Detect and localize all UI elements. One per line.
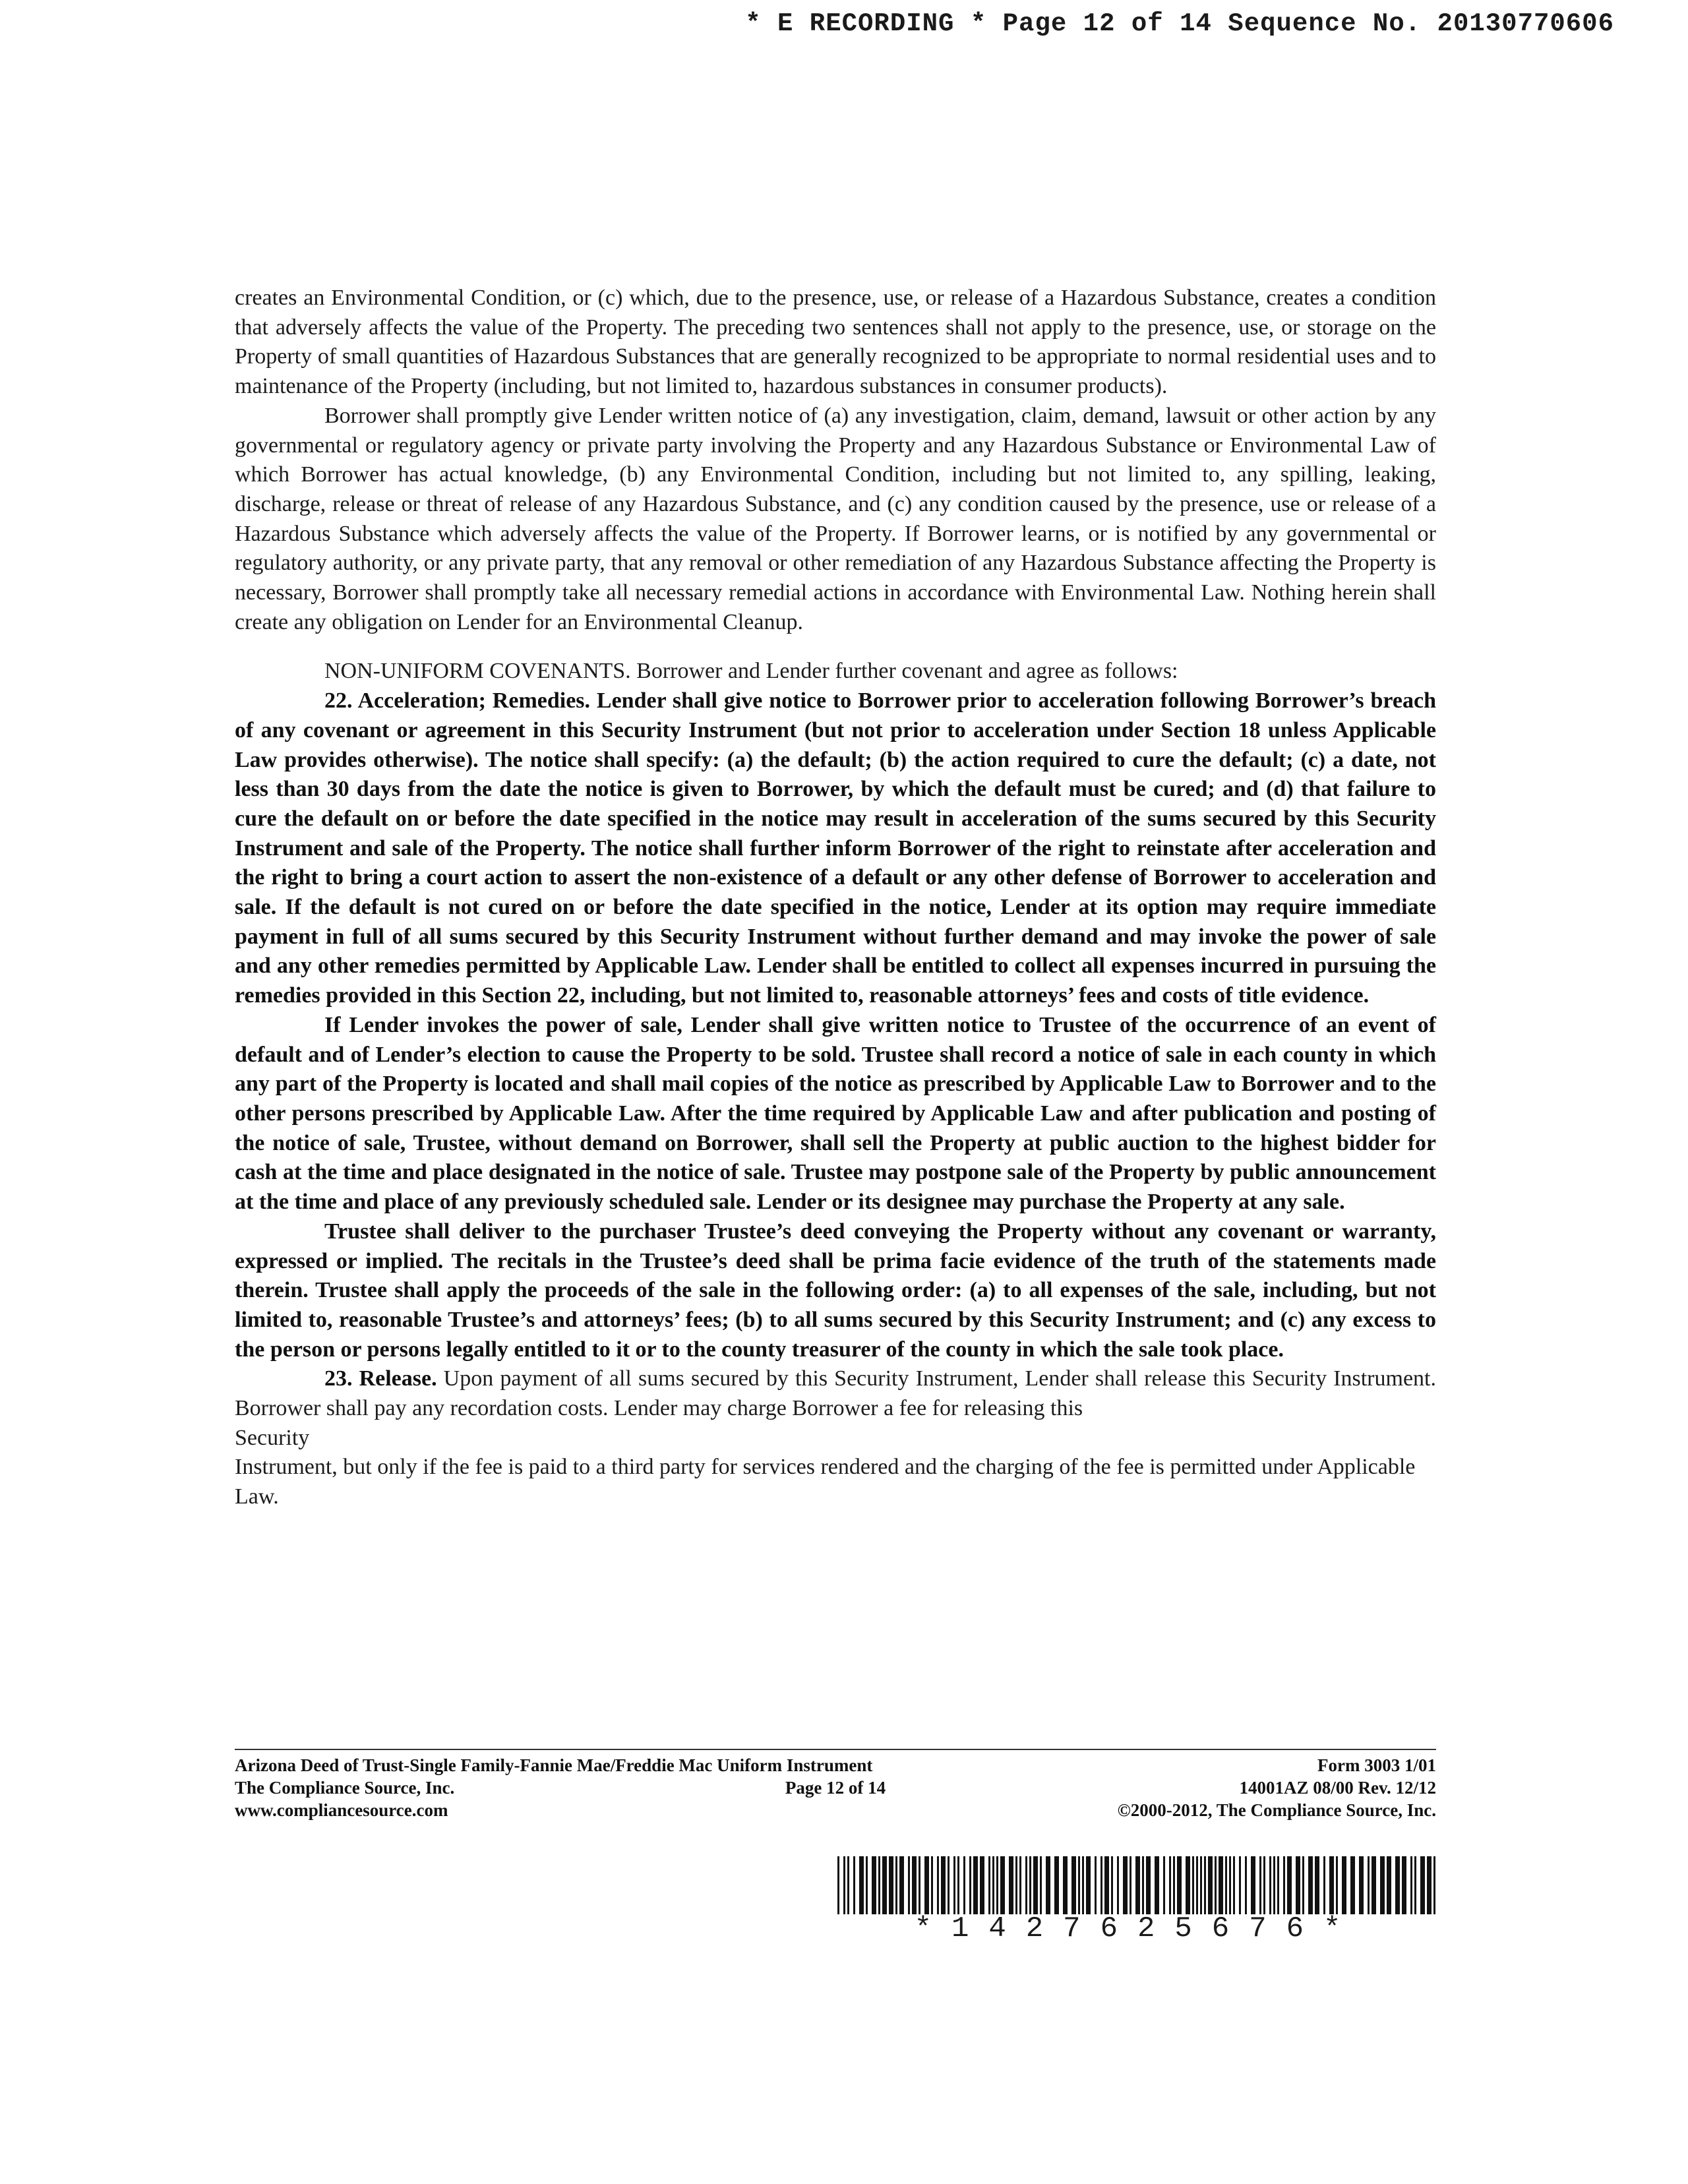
page-number: Page 12 of 14 — [785, 1778, 886, 1798]
barcode-bar — [1359, 1856, 1364, 1914]
section-23-continuation: Security — [235, 1425, 310, 1450]
barcode-bar — [1009, 1856, 1013, 1914]
barcode-bar — [931, 1856, 933, 1914]
barcode-bar — [1086, 1856, 1091, 1914]
form-title: Arizona Deed of Trust-Single Family-Fannie Mae/Freddie Mac Uniform Instrument — [235, 1755, 873, 1775]
paragraph-power-of-sale: If Lender invokes the power of sale, Lender shall give written notice to Trustee of the occurrence of an event of default and of Lender’s election to cause the Property to be sold. Trustee shall record a notice of sale in each county in which any part of the Property is located and shall mail copies of the notice as prescribed by Applicable Law to Borrower and to the other persons prescribed by Applicable Law. After the time required by Applicable Law and after publication and posting of the notice of sale, Trustee, without demand on Borrower, shall sell the Property at public auction to the highest bidder for cash at the time and place designated in the notice of sale. Trustee may postpone sale of the Property by public announcement at the time and place of any previously scheduled sale. Lender or its designee may purchase the Property at any sale. — [235, 1012, 1436, 1215]
company-name: The Compliance Source, Inc. — [235, 1778, 455, 1798]
barcode-bar — [853, 1856, 855, 1914]
document-body — [235, 284, 1436, 1512]
barcode-bar — [1239, 1856, 1241, 1914]
form-number: Form 3003 1/01 — [1317, 1755, 1436, 1775]
form-footer — [235, 1749, 1436, 1821]
barcode-bar — [1192, 1856, 1194, 1914]
barcode-bar — [1251, 1856, 1255, 1914]
recording-stamp: * E RECORDING * Page 12 of 14 Sequence No. 20130770606 — [745, 9, 1614, 38]
barcode-bar — [878, 1856, 880, 1914]
section-23-final: Instrument, but only if the fee is paid to a third party for services rendered and the charging of the fee is permitted under Applicable Law. — [235, 1455, 1416, 1509]
barcode-bar — [859, 1856, 864, 1914]
barcode-bar — [1427, 1856, 1432, 1914]
barcode-number: *1427625676* — [914, 1912, 1361, 1945]
barcode-bar — [1259, 1856, 1261, 1914]
paragraph-gap — [235, 637, 1436, 657]
barcode-bar — [837, 1856, 839, 1914]
company-website: www.compliancesource.com — [235, 1800, 448, 1820]
barcode-bar — [1033, 1856, 1038, 1914]
barcode-bar — [1204, 1856, 1206, 1914]
barcode-bar — [996, 1856, 998, 1914]
barcode-bar — [1142, 1856, 1144, 1914]
barcode-bar — [908, 1856, 910, 1914]
barcode-bar — [1283, 1856, 1285, 1914]
barcode-bar — [1225, 1856, 1227, 1914]
barcode-bar — [1372, 1856, 1376, 1914]
barcode-bar — [1000, 1856, 1005, 1914]
non-uniform-covenants-heading: NON-UNIFORM COVENANTS. Borrower and Lender further covenant and agree as follows: — [324, 659, 1178, 684]
barcode-bar — [847, 1856, 849, 1914]
section-23-text: Upon payment of all sums secured by this Security Instrument, Lender shall release this Security Instrument. Borrower shall pay any recordation costs. Lender may charge Borrower a fee for releasing this — [235, 1366, 1436, 1421]
form-code: 14001AZ 08/00 Rev. 12/12 — [1239, 1778, 1436, 1798]
barcode-bar — [1302, 1856, 1304, 1914]
barcode-bar — [1173, 1856, 1175, 1914]
barcode-bar — [1329, 1856, 1334, 1914]
barcode-bar — [1111, 1856, 1113, 1914]
paragraph-trustee-deed: Trustee shall deliver to the purchaser Trustee’s deed conveying the Property without any covenant or warranty, expressed or implied. The recitals in the Trustee’s deed shall be prima facie evidence of the truth of the statements made therein. Trustee shall apply the proceeds of the sale in the following order: (a) to all expenses of the sale, including, but not limited to, reasonable Trustee’s and attorneys’ fees; (b) to all sums secured by this Security Instrument; and (c) any excess to the person or persons legally entitled to it or to the county treasurer of the county in which the sale took place. — [235, 1219, 1436, 1362]
barcode-bar — [1135, 1856, 1140, 1914]
barcode-bar — [1308, 1856, 1313, 1914]
barcode-bar — [843, 1856, 845, 1914]
barcode-bar — [1169, 1856, 1171, 1914]
barcode-bar — [1155, 1856, 1159, 1914]
section-22-acceleration: 22. Acceleration; Remedies. Lender shall give notice to Borrower prior to acceleration following Borrower’s breach of any covenant or agreement in this Security Instrument (but not prior to acceleration under Section 18 unless Applicable Law provides otherwise). The notice shall specify: (a) the default; (b) the action required to cure the default; (c) a date, not less than 30 days from the date the notice is given to Borrower, by which the default must be cured; and (d) that failure to cure the default on or before the date specified in the notice may result in acceleration of the sums secured by this Security Instrument and sale of the Property. The notice shall further inform Borrower of the right to reinstate after acceleration and the right to bring a court action to assert the non-existence of a default or any other defense of Borrower to acceleration and sale. If the default is not cured on or before the date specified in the notice, Lender at its option may require immediate payment in full of all sums secured by this Security Instrument without further demand and may invoke the power of sale and any other remedies permitted by Applicable Law. Lender shall be entitled to collect all expenses incurred in pursuing the remedies provided in this Section 22, including, but not limited to, reasonable attorneys’ fees and costs of title evidence. — [235, 688, 1436, 1008]
barcode-bar — [1229, 1856, 1231, 1914]
barcode-bar — [1287, 1856, 1292, 1914]
barcode-bar — [1163, 1856, 1165, 1914]
barcode-bar — [899, 1856, 904, 1914]
paragraph-borrower-notice: Borrower shall promptly give Lender written notice of (a) any investigation, claim, demand, lawsuit or other action by any governmental or regulatory agency or private party involving the Property and any Hazardous Substance or Environmental Law of which Borrower has actual knowledge, (b) any Environmental Condition, including but not limited to, any spilling, leaking, discharge, release or threat of release of any Hazardous Substance, and (c) any condition caused by the presence, use or release of a Hazardous Substance which adversely affects the value of the Property. If Borrower learns, or is notified by any governmental or regulatory authority, or any private party, that any removal or other remediation of any Hazardous Substance affecting the Property is necessary, Borrower shall promptly take all necessary remedial actions in accordance with Environmental Law. Nothing herein shall create any obligation on Lender for an Environmental Cleanup. — [235, 403, 1436, 634]
barcode-bar — [1095, 1856, 1097, 1914]
barcode-bar — [953, 1856, 955, 1914]
barcode-bar — [963, 1856, 965, 1914]
barcode-bar — [1078, 1856, 1080, 1914]
barcode-bar — [1342, 1856, 1346, 1914]
barcode-bar — [895, 1856, 897, 1914]
barcode-bar — [1025, 1856, 1027, 1914]
barcode-bar — [1082, 1856, 1084, 1914]
barcode-bar — [1269, 1856, 1271, 1914]
barcode-bar — [1063, 1856, 1068, 1914]
barcode-bar — [957, 1856, 959, 1914]
barcode-bar — [1380, 1856, 1385, 1914]
barcode-bar — [1019, 1856, 1021, 1914]
barcode-bar — [1336, 1856, 1338, 1914]
barcode-bar — [1402, 1856, 1406, 1914]
barcode-bar — [1200, 1856, 1202, 1914]
section-23-heading: 23. Release. — [324, 1366, 437, 1391]
barcode-bar — [969, 1856, 971, 1914]
barcode-bar — [1296, 1856, 1300, 1914]
barcode-bar — [912, 1856, 917, 1914]
barcode-bar — [1071, 1856, 1076, 1914]
barcode-bar — [1130, 1856, 1131, 1914]
barcode-bar — [1117, 1856, 1119, 1914]
barcode-bar — [1410, 1856, 1412, 1914]
barcode-bar — [1414, 1856, 1416, 1914]
barcode-bar — [992, 1856, 994, 1914]
barcode-bar — [1387, 1856, 1391, 1914]
barcode-bar — [1177, 1856, 1182, 1914]
footer-row-3 — [235, 1799, 1436, 1821]
barcode-bar — [866, 1856, 868, 1914]
barcode-bar — [1323, 1856, 1325, 1914]
barcode-bar — [941, 1856, 946, 1914]
barcode-bar — [1245, 1856, 1247, 1914]
barcode-bar — [919, 1856, 920, 1914]
barcode-bar — [1146, 1856, 1151, 1914]
barcode-bar — [1029, 1856, 1031, 1914]
barcode-bar — [1263, 1856, 1265, 1914]
barcode-bar — [1040, 1856, 1042, 1914]
barcode-bar — [973, 1856, 978, 1914]
barcode-bar — [1219, 1856, 1223, 1914]
footer-row-1 — [235, 1754, 1436, 1776]
barcode-bar — [1368, 1856, 1370, 1914]
barcode-bar — [1433, 1856, 1435, 1914]
barcode-bar — [1054, 1856, 1059, 1914]
barcode-bar — [1273, 1856, 1275, 1914]
barcode-bar — [988, 1856, 990, 1914]
barcode-bar — [1186, 1856, 1190, 1914]
barcode-bar — [1015, 1856, 1017, 1914]
barcode-bar — [1420, 1856, 1425, 1914]
barcode-bar — [1104, 1856, 1109, 1914]
barcode-bar — [1196, 1856, 1198, 1914]
section-23-release — [235, 1364, 1436, 1423]
barcode-bar — [1395, 1856, 1400, 1914]
paragraph-environmental-condition: creates an Environmental Condition, or (c) which, due to the presence, use, or release of a Hazardous Substance, creates a condition that adversely affects the value of the Property. The preceding two sentences shall not apply to the presence, use, or storage on the Property of small quantities of Hazardous Substances that are generally recognized to be appropriate to normal residential uses and to maintenance of the Property (including, but not limited to, hazardous substances in consumer products). — [235, 286, 1436, 399]
barcode-bar — [924, 1856, 929, 1914]
barcode-bar — [1046, 1856, 1050, 1914]
barcode-bar — [1277, 1856, 1279, 1914]
barcode-bar — [1315, 1856, 1319, 1914]
barcode-bar — [1208, 1856, 1213, 1914]
barcode-bar — [882, 1856, 887, 1914]
barcode-bar — [1215, 1856, 1217, 1914]
barcode-bar — [948, 1856, 950, 1914]
barcode-bar — [872, 1856, 876, 1914]
barcode-bar — [1123, 1856, 1128, 1914]
barcode-bar — [1350, 1856, 1355, 1914]
barcode-bar — [937, 1856, 939, 1914]
barcode-bar — [889, 1856, 893, 1914]
barcode — [837, 1856, 1437, 1914]
footer-row-2 — [235, 1776, 1436, 1799]
barcode-bar — [1233, 1856, 1235, 1914]
barcode-bar — [1100, 1856, 1102, 1914]
barcode-bar — [980, 1856, 984, 1914]
copyright: ©2000-2012, The Compliance Source, Inc. — [1117, 1800, 1436, 1820]
